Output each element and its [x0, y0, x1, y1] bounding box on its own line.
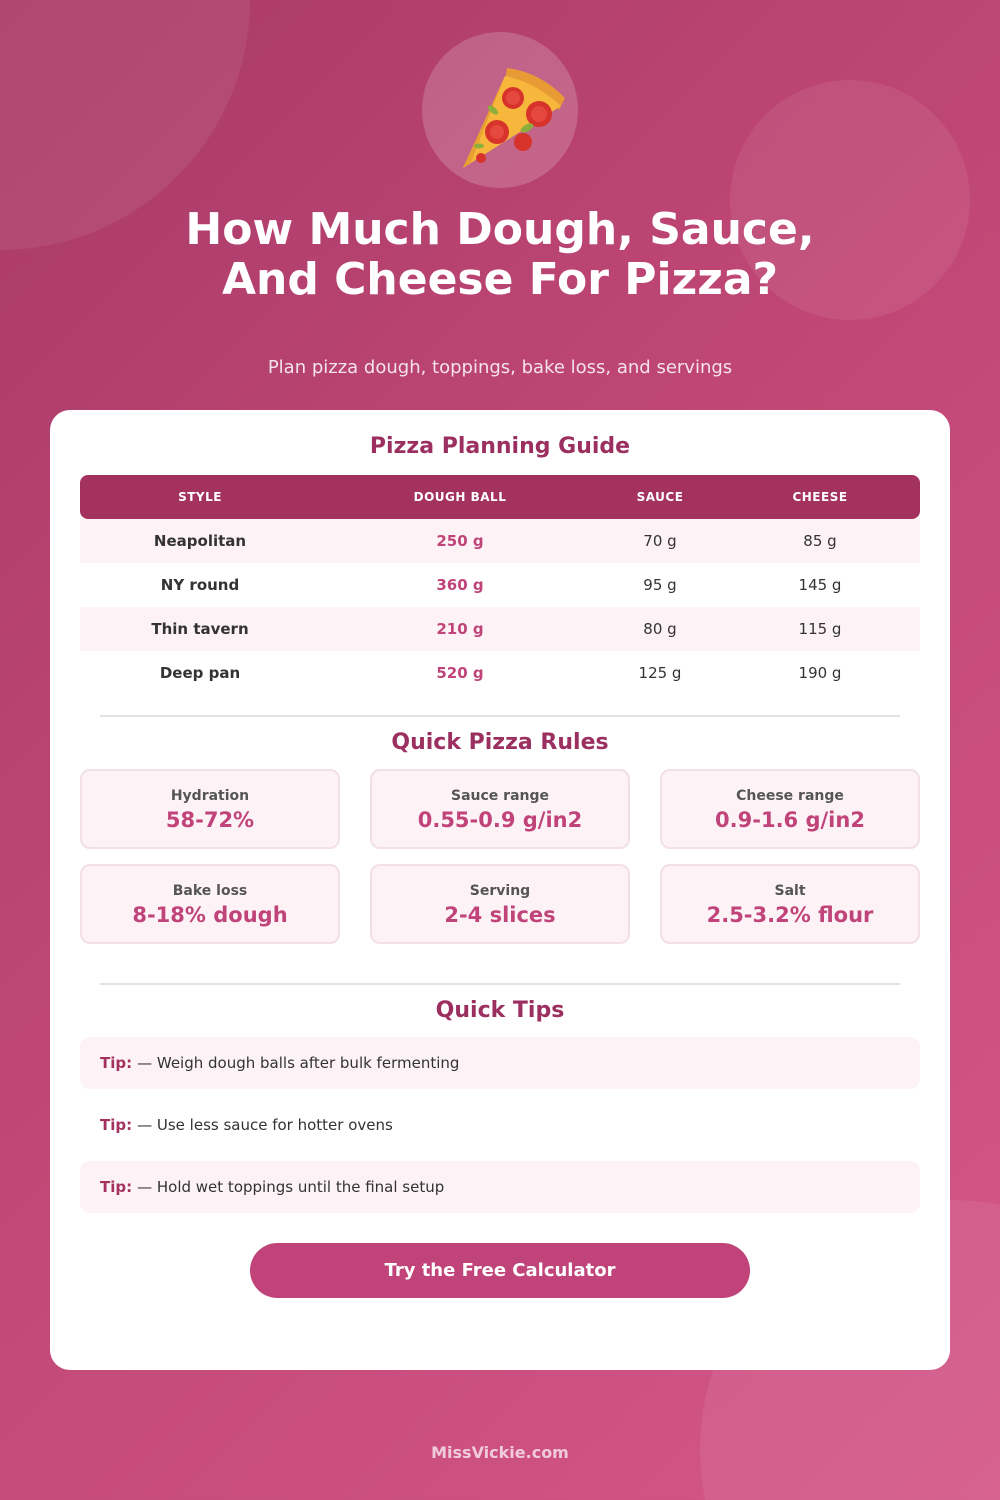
cell-sauce: 95 g [643, 576, 677, 594]
tip-item [80, 1037, 920, 1089]
cell-dough: 520 g [436, 664, 484, 682]
cell-cheese: 190 g [798, 664, 842, 682]
table-row [80, 563, 920, 607]
rule-label: Bake loss [172, 883, 248, 899]
column-header-sauce: SAUCE [636, 490, 684, 504]
tip-item [80, 1161, 920, 1213]
cell-cheese: 85 g [803, 532, 837, 550]
rule-value: 58-72% [165, 808, 255, 832]
pizza-planning-table [80, 475, 920, 695]
tips-title: Quick Tips [435, 998, 565, 1023]
table-row [80, 607, 920, 651]
column-header-dough: DOUGH BALL [413, 490, 507, 504]
tip-label: Tip: [100, 1178, 133, 1196]
rule-card-cheese-range [660, 769, 920, 849]
pizza-slice-icon [422, 32, 578, 188]
rule-label: Hydration [170, 788, 250, 804]
cell-dough: 210 g [436, 620, 484, 638]
table-row [80, 519, 920, 563]
content-card [50, 410, 950, 1370]
free-calculator-button[interactable]: Try the Free Calculator [250, 1243, 750, 1298]
cell-cheese: 115 g [798, 620, 842, 638]
table-header [80, 475, 920, 519]
column-header-style: STYLE [178, 490, 222, 504]
rule-card-bake-loss [80, 864, 340, 944]
rule-label: Cheese range [736, 788, 844, 804]
rule-card-hydration [80, 769, 340, 849]
section-divider [100, 983, 900, 985]
section-divider [100, 715, 900, 717]
rule-label: Salt [774, 883, 806, 899]
cell-style: Thin tavern [151, 620, 249, 638]
table-row [80, 651, 920, 695]
cell-sauce: 70 g [643, 532, 677, 550]
cell-dough: 250 g [436, 532, 484, 550]
rule-card-sauce-range [370, 769, 630, 849]
tip-item [80, 1099, 920, 1151]
tip-label: Tip: [100, 1054, 133, 1072]
rule-label: Serving [469, 883, 531, 899]
tip-text: — Weigh dough balls after bulk fermenting [137, 1054, 460, 1072]
rule-label: Sauce range [451, 788, 549, 804]
rule-value: 0.55-0.9 g/in2 [417, 808, 583, 832]
cell-style: Neapolitan [153, 532, 247, 550]
rule-value: 8-18% dough [132, 903, 288, 927]
title-line-1: How Much Dough, Sauce, [185, 204, 815, 255]
page-subtitle: Plan pizza dough, toppings, bake loss, and servings [267, 357, 733, 378]
rule-card-serving [370, 864, 630, 944]
footer-brand: MissVickie.com [431, 1443, 569, 1462]
rule-value: 2.5-3.2% flour [706, 903, 874, 927]
rule-value: 0.9-1.6 g/in2 [715, 808, 865, 832]
cell-sauce: 80 g [643, 620, 677, 638]
tip-text: — Hold wet toppings until the final setup [137, 1178, 445, 1196]
page-title [0, 205, 1000, 305]
rule-value: 2-4 slices [444, 903, 556, 927]
cell-cheese: 145 g [798, 576, 842, 594]
cell-sauce: 125 g [638, 664, 682, 682]
cell-dough: 360 g [436, 576, 484, 594]
rule-card-salt [660, 864, 920, 944]
title-line-2: And Cheese For Pizza? [221, 254, 779, 305]
tip-text: — Use less sauce for hotter ovens [137, 1116, 393, 1134]
cell-style: NY round [160, 576, 240, 594]
rules-title: Quick Pizza Rules [391, 730, 609, 755]
cell-style: Deep pan [159, 664, 241, 682]
guide-title: Pizza Planning Guide [369, 434, 631, 459]
tip-label: Tip: [100, 1116, 133, 1134]
column-header-cheese: CHEESE [792, 490, 848, 504]
